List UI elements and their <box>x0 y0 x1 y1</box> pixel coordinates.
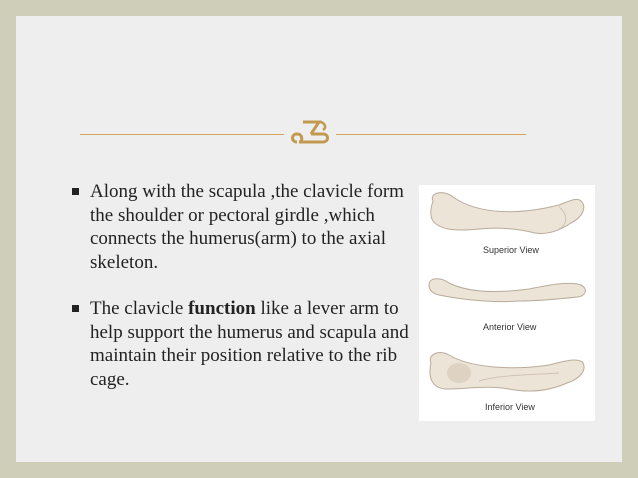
clavicle-illustration <box>419 185 595 421</box>
bullet-marker-icon <box>72 188 79 195</box>
bullet-text: The clavicle <box>90 298 189 319</box>
label-inferior-view: Inferior View <box>485 402 535 412</box>
divider-left <box>80 134 284 135</box>
clavicle-anterior-view <box>429 279 585 302</box>
bullet-item <box>72 297 412 391</box>
bullet-list <box>72 180 412 391</box>
bullet-marker-icon <box>72 305 79 312</box>
bullet-text: Along with the scapula ,the clavicle form the shoulder or pectoral girdle ,which connects the humerus(arm) to the axial skeleton. <box>90 181 404 273</box>
label-anterior-view: Anterior View <box>483 322 537 332</box>
divider-right <box>336 134 526 135</box>
bullet-item <box>72 180 412 274</box>
scroll-ornament-icon <box>289 116 333 148</box>
clavicle-superior-view <box>431 193 584 234</box>
clavicle-inferior-view <box>430 353 584 391</box>
bullet-bold-text: function <box>188 298 256 319</box>
clavicle-figure <box>419 185 595 421</box>
label-superior-view: Superior View <box>483 245 539 255</box>
bullet-text-continued: like a lever arm to help support the humerus and scapula and maintain their position relative to the rib cage. <box>90 298 409 390</box>
